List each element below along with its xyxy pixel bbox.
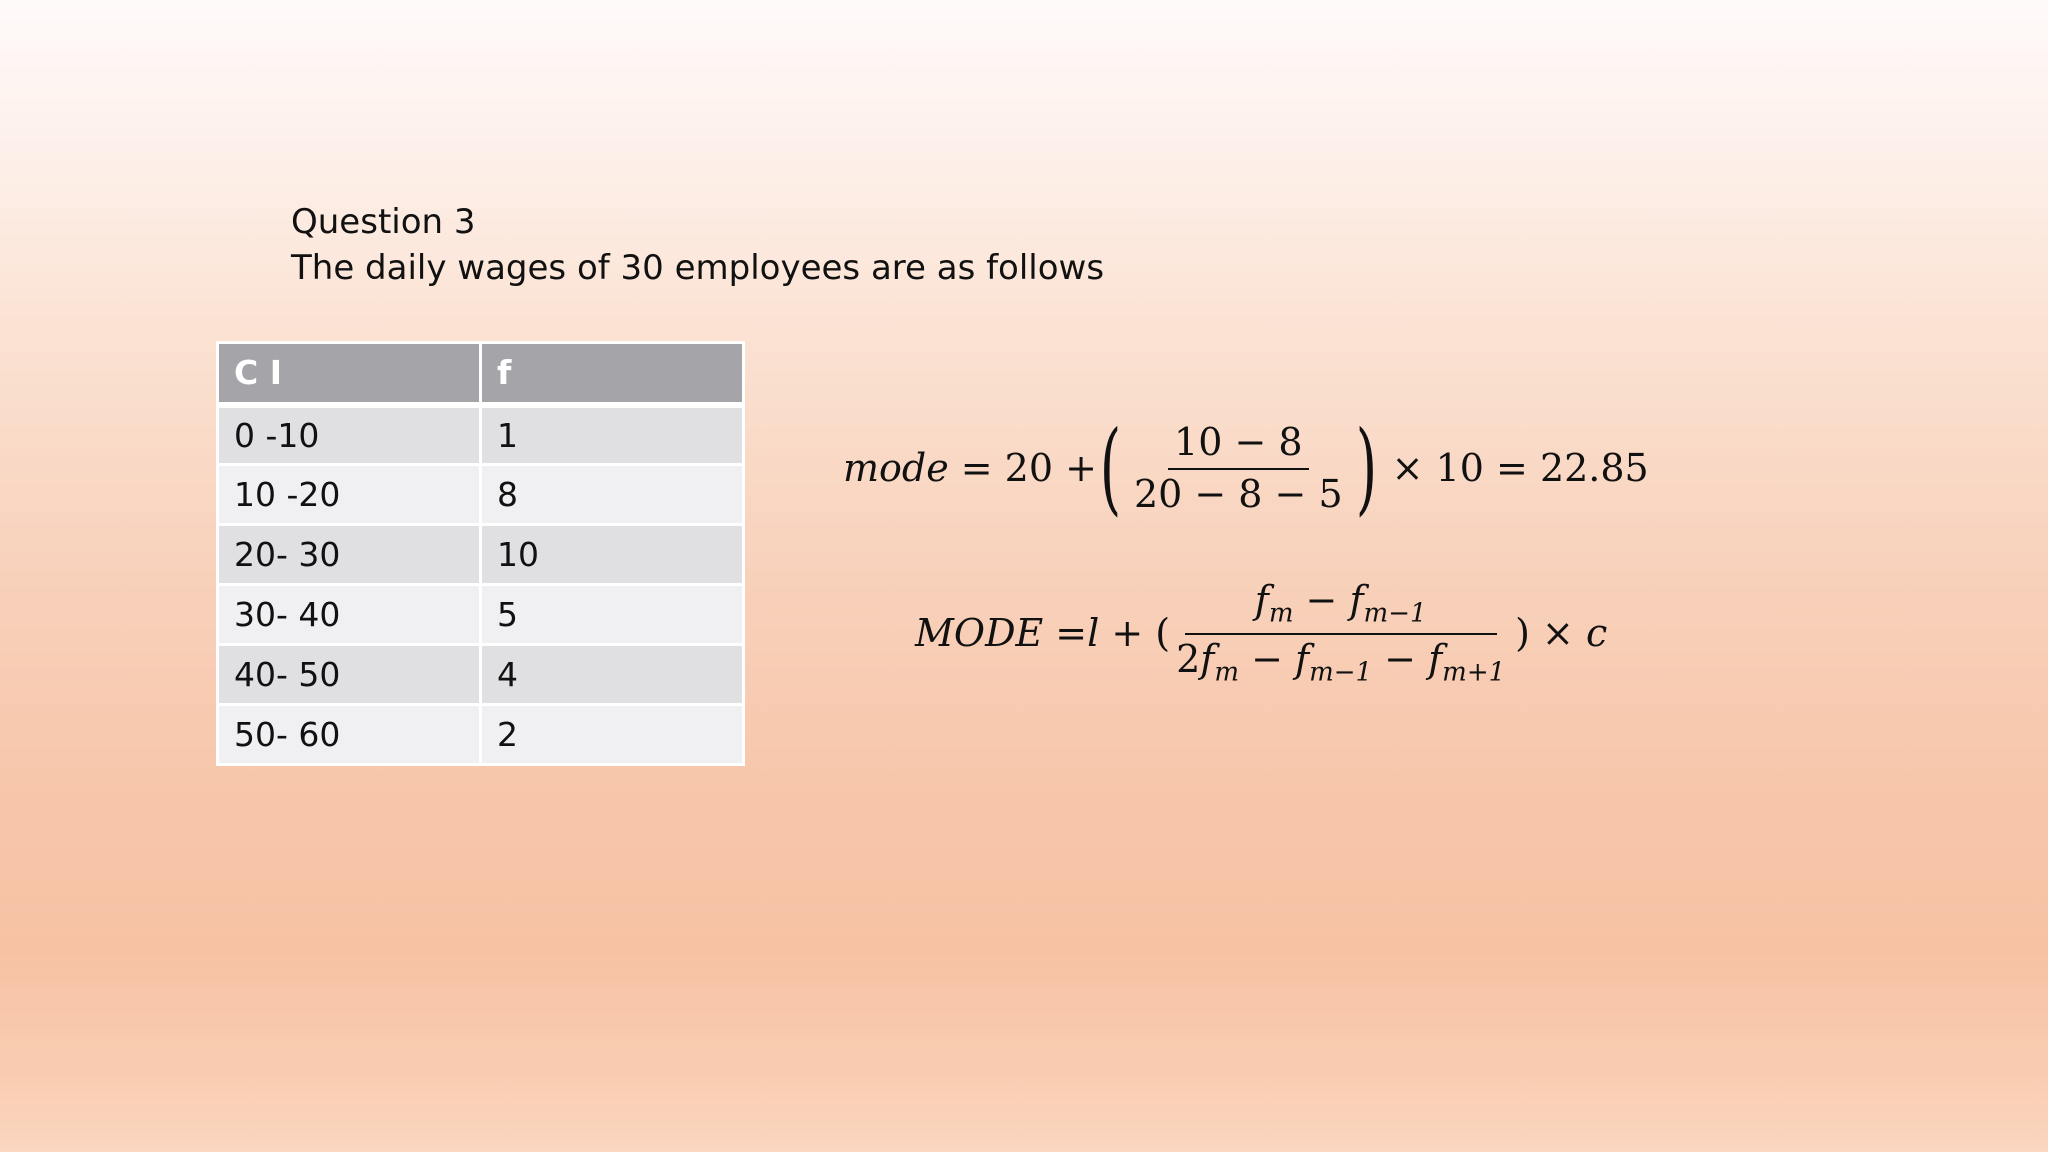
class-width-symbol: c bbox=[1585, 610, 1608, 655]
wages-table bbox=[216, 341, 745, 766]
mode-calculation-formula bbox=[843, 409, 1649, 526]
general-close: ) × bbox=[1515, 610, 1586, 655]
table-row bbox=[218, 585, 744, 645]
cell-frequency: 10 bbox=[481, 525, 744, 585]
header-class-interval: C I bbox=[218, 343, 481, 405]
general-plus: + ( bbox=[1099, 610, 1171, 655]
lower-limit-symbol: l bbox=[1087, 610, 1100, 655]
fraction-denominator: 20 − 8 − 5 bbox=[1133, 472, 1343, 516]
cell-frequency: 1 bbox=[481, 405, 744, 465]
table-row bbox=[218, 465, 744, 525]
general-denominator: $2f_m - f_{m-1} - f_{m+1}$ bbox=[1176, 636, 1506, 688]
general-numerator: $f_m - f_{m-1}$ bbox=[1185, 578, 1497, 635]
formula-equals-part: = 20 + bbox=[960, 446, 1097, 490]
cell-class-interval: 30- 40 bbox=[218, 585, 481, 645]
cell-class-interval: 20- 30 bbox=[218, 525, 481, 585]
formula-fraction bbox=[1128, 420, 1349, 516]
cell-frequency: 8 bbox=[481, 465, 744, 525]
cell-frequency: 4 bbox=[481, 645, 744, 705]
mode-general-formula bbox=[915, 578, 1607, 687]
cell-frequency: 5 bbox=[481, 585, 744, 645]
cell-class-interval: 50- 60 bbox=[218, 705, 481, 765]
question-text: The daily wages of 30 employees are as follows bbox=[291, 248, 1105, 288]
cell-frequency: 2 bbox=[481, 705, 744, 765]
question-title: Question 3 bbox=[291, 202, 476, 242]
formula-lhs: mode bbox=[843, 446, 949, 490]
cell-class-interval: 10 -20 bbox=[218, 465, 481, 525]
left-paren: ( bbox=[1099, 409, 1122, 526]
right-paren: ) bbox=[1355, 409, 1377, 526]
cell-class-interval: 40- 50 bbox=[218, 645, 481, 705]
table-row bbox=[218, 405, 744, 465]
general-lhs: MODE bbox=[915, 610, 1044, 655]
general-fraction bbox=[1170, 578, 1511, 687]
general-equals: = bbox=[1055, 610, 1088, 655]
fraction-numerator: 10 − 8 bbox=[1168, 420, 1309, 470]
cell-class-interval: 0 -10 bbox=[218, 405, 481, 465]
table-row bbox=[218, 645, 744, 705]
question-heading bbox=[291, 199, 1104, 291]
formula-result: × 10 = 22.85 bbox=[1391, 446, 1649, 490]
table-row bbox=[218, 525, 744, 585]
header-frequency: f bbox=[481, 343, 744, 405]
table-row bbox=[218, 705, 744, 765]
table-header-row bbox=[218, 343, 744, 405]
